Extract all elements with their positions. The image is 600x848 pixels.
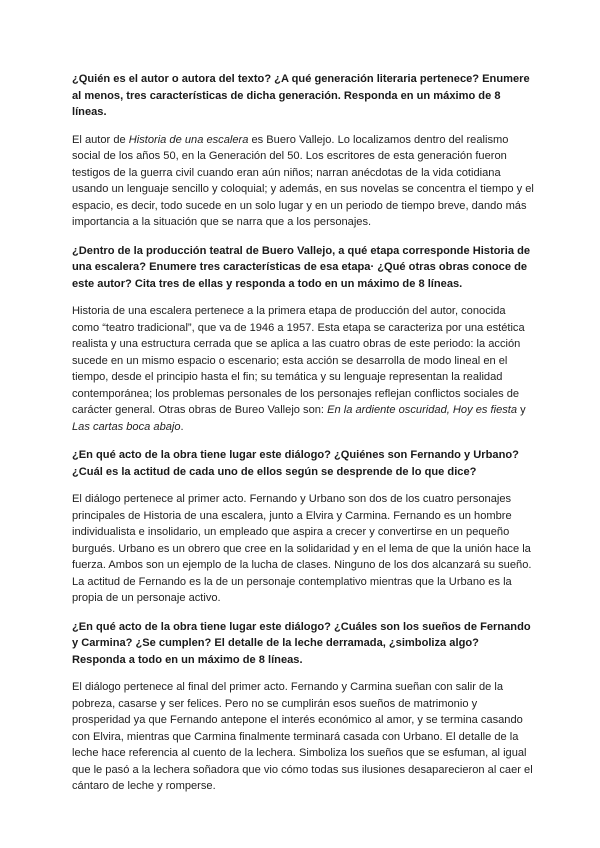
answer-2-work-2: Hoy es fiesta (452, 404, 518, 416)
answer-4: El diálogo pertenece al final del primer acto. Fernando y Carmina sueñan con salir de la pobreza, casarse y ser felices. Pero no se cumplirán esos sueños de matrimonio y prosperidad ya que Fernando antepone el interés económico al amor, y se termina casando con Elvira, mientras que Carmina finalmente terminará casada con Urbano. El detalle de la leche hace referencia al cuento de la lechera. Simboliza los sueños que se esfuman, al igual que le pasó a la lechera soñadora que vio cómo todas sus ilusiones desaparecieron al caer el cántaro de leche y romperse. (72, 681, 533, 792)
answer-2-end: . (180, 420, 184, 433)
question-4: ¿En qué acto de la obra tiene lugar este diálogo? ¿Cuáles son los sueños de Fernando y Carmina? ¿Se cumplen? El detalle de la leche derramada, ¿simboliza algo? Responda a todo en un máximo de 8 líneas. (72, 620, 531, 666)
question-3: ¿En qué acto de la obra tiene lugar este diálogo? ¿Quiénes son Fernando y Urbano? ¿Cuál es la actitud de cada uno de ellos según se desprende de lo que dice? (72, 449, 519, 478)
question-1: ¿Quién es el autor o autora del texto? ¿A qué generación literaria pertenece? Enumere al menos, tres características de dicha generación. Responda en un máximo de 8 líneas. (72, 73, 530, 118)
answer-1-title: Historia de una escalera (128, 133, 249, 146)
answer-2-text: Historia de una escalera pertenece a la primera etapa de producción del autor, conocida como “teatro tradicional”, que va de 1946 a 1957. Esta etapa se caracteriza por una estética realista y una estructura cerrada que se aplica a las cuatro obras de este periodo: la acción sucede en un mismo espacio o escenario; esta acción se desarrolla de modo lineal en el tiempo, desde el principio hasta el fin; su temática y su lenguaje representan la realidad contemporánea; los problemas personales de los personajes reflejan conflictos sociales de carácter general. Otras obras de Bureo Vallejo son: (72, 305, 525, 416)
answer-1-text-b: es Buero Vallejo. Lo localizamos dentro del realismo social de los años 50, en la Generación del 50. Los escritores de esta generación fueron testigos de la guerra civil cuando eran aún niños; narran anécdotas de la vida cotidiana usando un lenguaje sencillo y coloquial; y además, en sus novelas se concentra el tiempo y el espacio, es decir, todo sucede en un solo lugar y en un periodo de tiempo breve, dando más importancia a la situación que se narra que a los personajes. (72, 133, 534, 228)
answer-2-work-3: Las cartas boca abajo (72, 420, 181, 433)
question-2: ¿Dentro de la producción teatral de Buero Vallejo, a qué etapa corresponde Historia de una escalera? Enumere tres características de esa etapa· ¿Qué otras obras conoce de este autor? Cita tres de ellas y responda a todo en un máximo de 8 líneas. (72, 244, 531, 290)
answer-1-text-a: El autor de (72, 133, 129, 146)
answer-1 (72, 132, 534, 231)
answer-2 (72, 303, 534, 435)
document-body (72, 71, 534, 795)
answer-2-work-1: En la ardiente oscuridad (327, 404, 447, 416)
answer-2-sep-1: , (446, 404, 453, 416)
answer-3: El diálogo pertenece al primer acto. Fernando y Urbano son dos de los cuatro personajes principales de Historia de una escalera, junto a Elvira y Carmina. Fernando es un hombre individualista e insolidario, un empleado que aspira a crecer y convertirse en un pequeño burgués. Urbano es un obrero que cree en la solidaridad y en el lema de que la unión hace la fuerza. Ambos son un ejemplo de la lucha de clases. Ninguno de los dos alcanzará su sueño. La actitud de Fernando es la de un personaje contemplativo mientras que la Urbano es la propia de un personaje activo. (72, 493, 532, 604)
answer-2-sep-2: y (517, 404, 526, 416)
